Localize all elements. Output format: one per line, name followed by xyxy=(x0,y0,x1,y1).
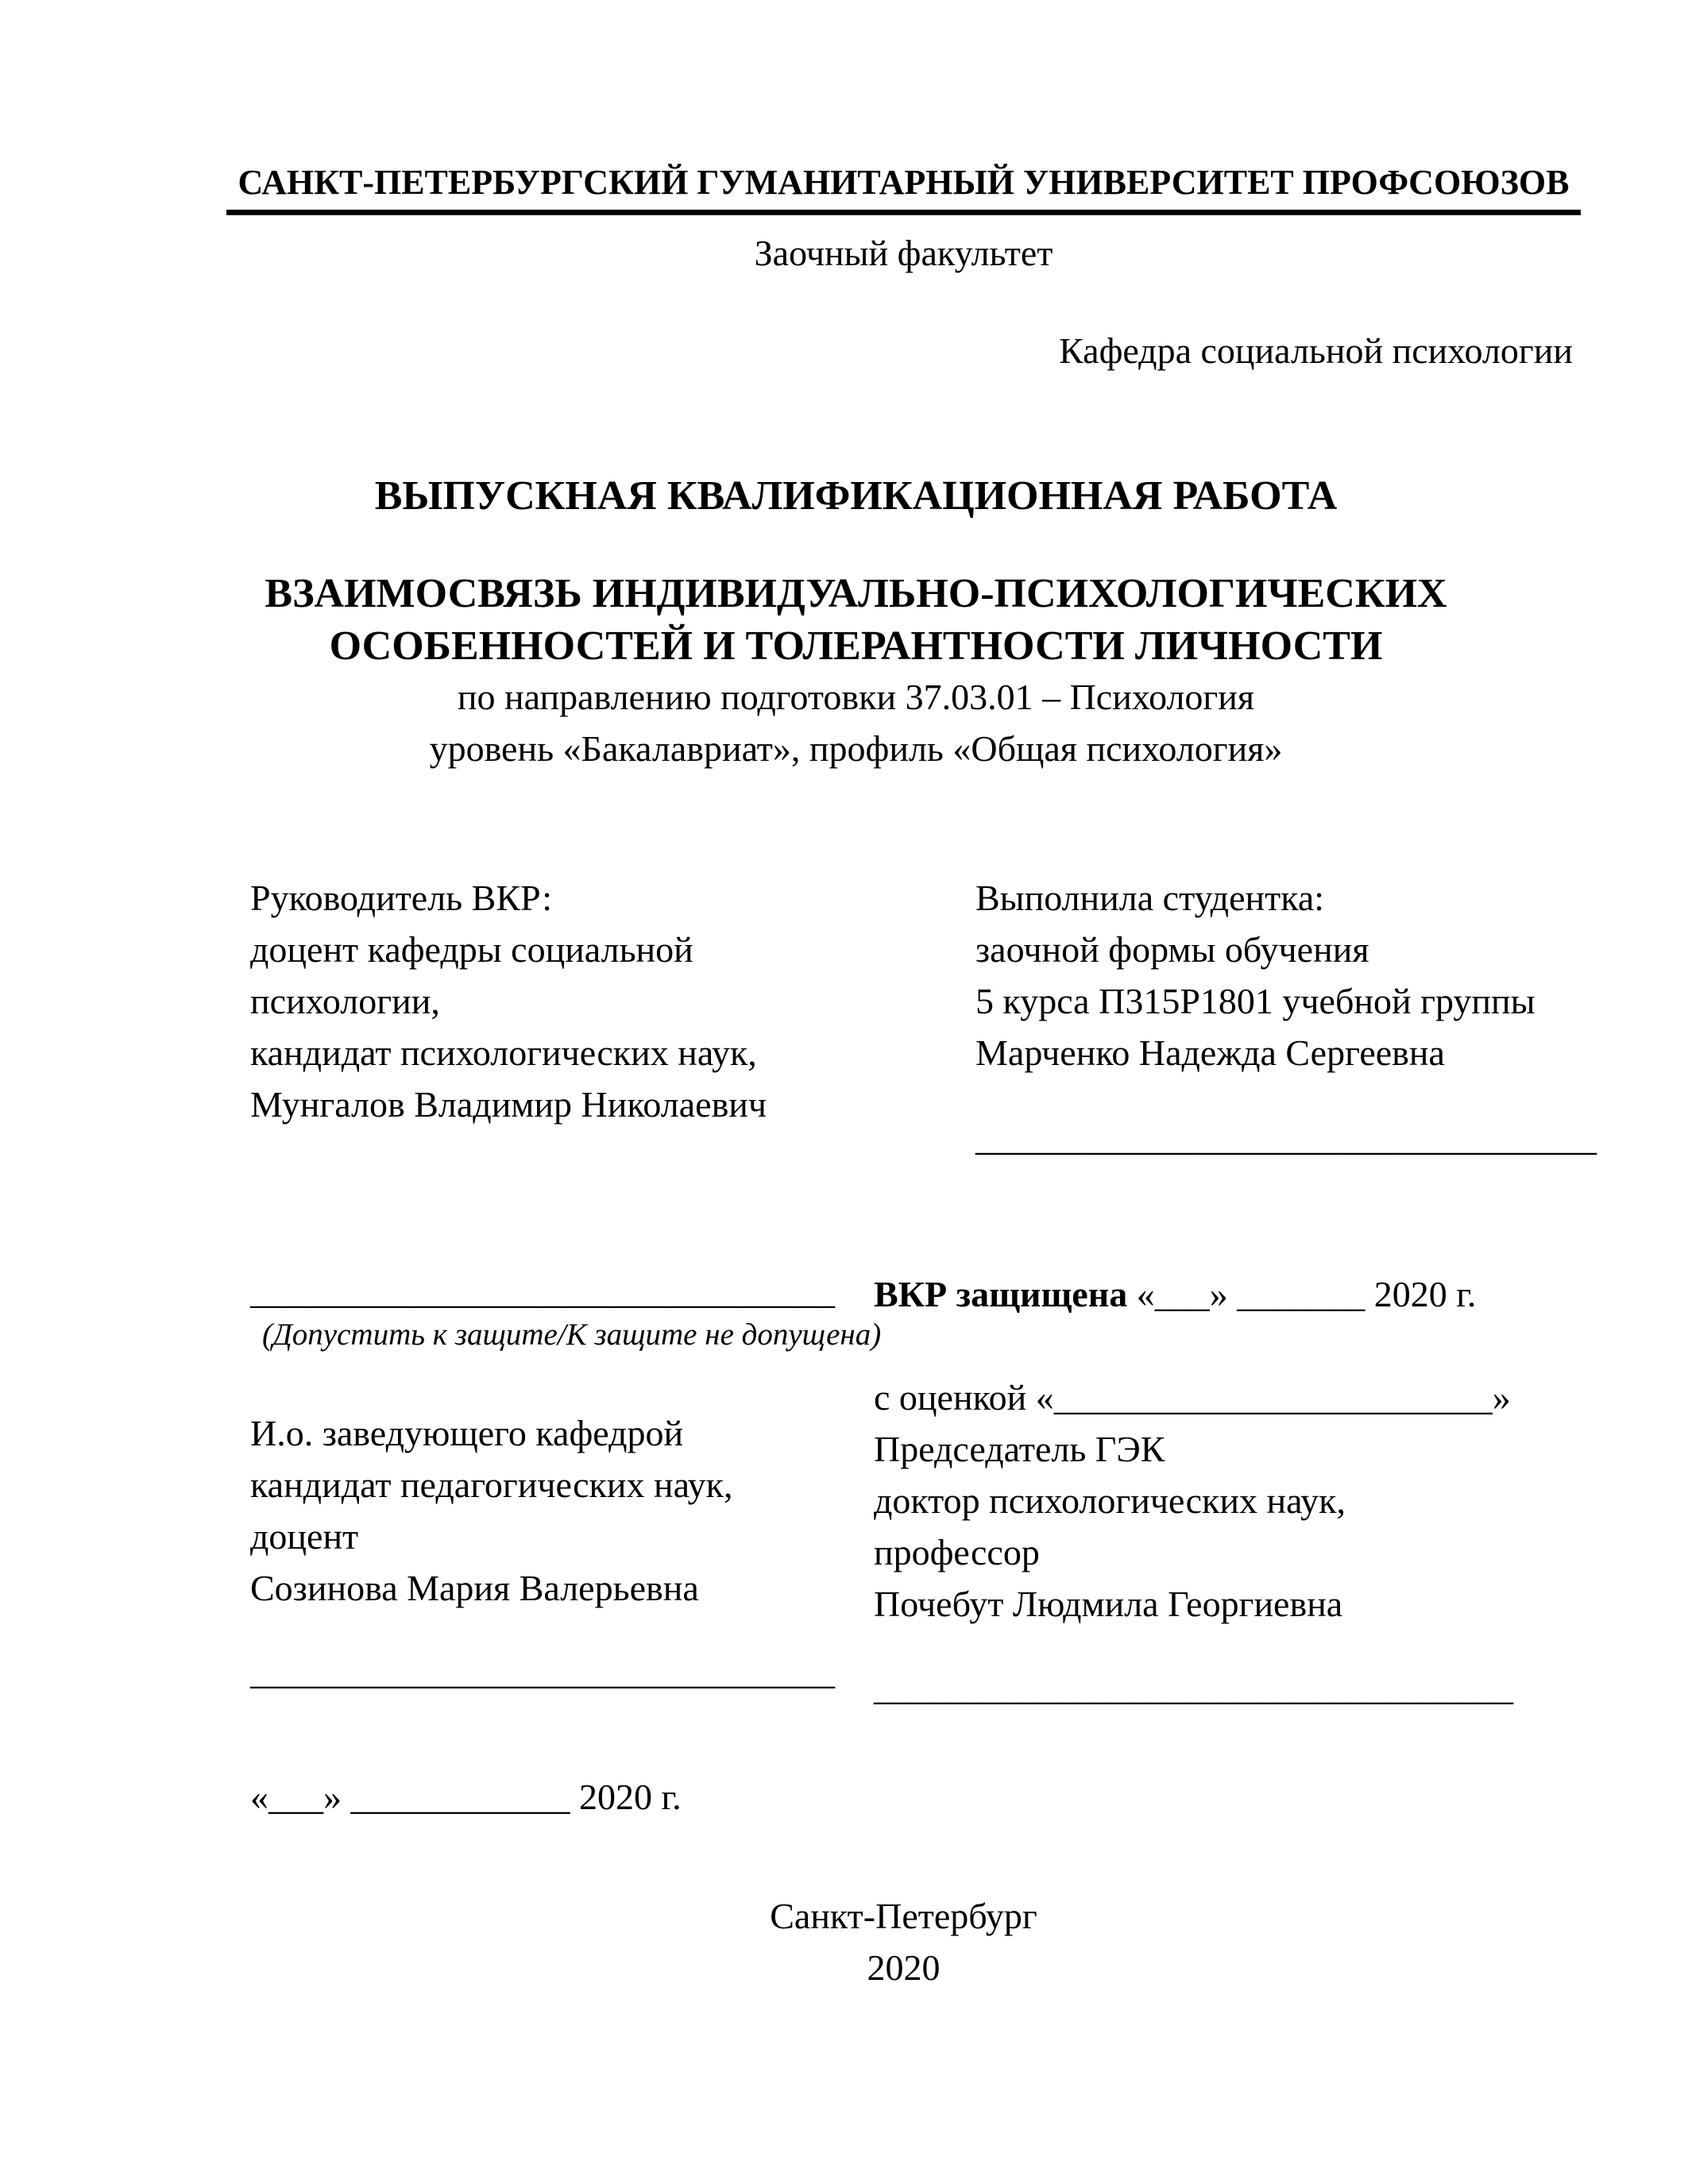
admission-caption: (Допустить к защите/К защите не допущена) xyxy=(262,1318,882,1352)
student-name: Марченко Надежда Сергеевна xyxy=(975,1032,1445,1073)
chair-signature-line: ___________________________________ xyxy=(874,1667,1513,1707)
defense-grade-line: с оценкой «________________________» xyxy=(874,1377,1511,1418)
year: 2020 xyxy=(867,1947,941,1988)
chair-label: Председатель ГЭК xyxy=(874,1429,1165,1469)
department-head-block xyxy=(250,1407,965,1614)
head-rank: доцент xyxy=(250,1516,359,1557)
head-signature-line: ________________________________ xyxy=(250,1651,835,1692)
thesis-title-line-2: ОСОБЕННОСТЕЙ И ТОЛЕРАНТНОСТИ ЛИЧНОСТИ xyxy=(329,623,1383,669)
defense-defended-blanks: «___» _______ 2020 г. xyxy=(1127,1274,1477,1314)
admission-signature-line: ________________________________ xyxy=(250,1271,835,1311)
student-block xyxy=(975,872,1659,1078)
head-name: Созинова Мария Валерьевна xyxy=(250,1568,699,1608)
admission-date-line: «___» ____________ 2020 г. xyxy=(250,1777,682,1817)
department-name: Кафедра социальной психологии xyxy=(1059,330,1573,371)
committee-chair-block xyxy=(874,1423,1660,1630)
student-label: Выполнила студентка: xyxy=(975,878,1325,918)
student-group: 5 курса П315Р1801 учебной группы xyxy=(975,981,1535,1021)
supervisor-position-line-2: психологии, xyxy=(250,981,440,1021)
supervisor-block xyxy=(250,872,965,1130)
student-signature-line: __________________________________ xyxy=(975,1117,1597,1158)
student-study-form: заочной формы обучения xyxy=(975,929,1369,970)
university-header xyxy=(226,160,1581,215)
city-name: Санкт-Петербург xyxy=(770,1896,1037,1936)
chair-name: Почебут Людмила Георгиевна xyxy=(874,1584,1343,1624)
defense-defended-label: ВКР защищена xyxy=(874,1274,1128,1314)
thesis-title-line-1: ВЗАИМОСВЯЗЬ ИНДИВИДУАЛЬНО-ПСИХОЛОГИЧЕСКИХ xyxy=(265,571,1447,616)
chair-rank: профессор xyxy=(874,1532,1040,1572)
defense-date-line xyxy=(874,1268,1660,1320)
degree-level: уровень «Бакалавриат», профиль «Общая психология» xyxy=(429,728,1283,769)
supervisor-degree: кандидат психологических наук, xyxy=(250,1032,757,1073)
chair-degree: доктор психологических наук, xyxy=(874,1480,1346,1521)
supervisor-name: Мунгалов Владимир Николаевич xyxy=(250,1084,767,1125)
head-degree: кандидат педагогических наук, xyxy=(250,1464,733,1505)
program-direction: по направлению подготовки 37.03.01 – Психология xyxy=(457,677,1255,717)
supervisor-position-line-1: доцент кафедры социальной xyxy=(250,929,693,970)
supervisor-label: Руководитель ВКР: xyxy=(250,878,553,918)
university-name: САНКТ-ПЕТЕРБУРГСКИЙ ГУМАНИТАРНЫЙ УНИВЕРСИТЕТ ПРОФСОЮЗОВ xyxy=(238,163,1570,202)
work-type-title: ВЫПУСКНАЯ КВАЛИФИКАЦИОННАЯ РАБОТА xyxy=(374,473,1338,519)
faculty-name: Заочный факультет xyxy=(754,233,1053,273)
head-position: И.о. заведующего кафедрой xyxy=(250,1413,684,1453)
